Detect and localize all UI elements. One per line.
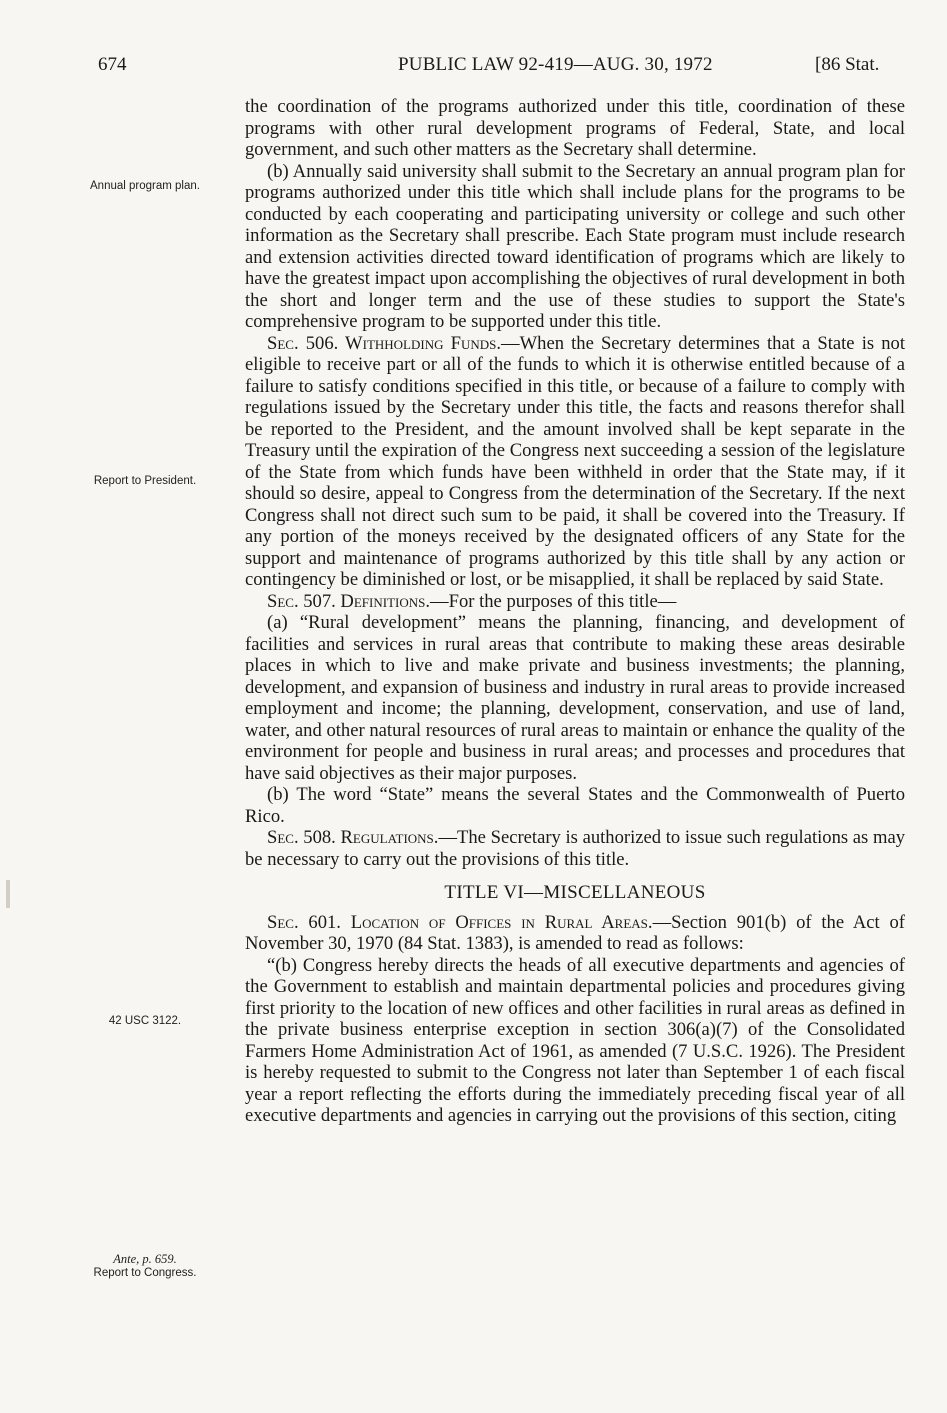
paragraph-601b: “(b) Congress hereby directs the heads of all executive departments and agencies of the Government to establish and maintain departmental policies and procedures giving first priority to the location of new offices and other facilities in rural areas as defined in the private business enterprise exception in section 306(a)(7) of the Consolidated Farmers Home Administration Act of 1961, as amended (7 U.S.C. 1926). The President is hereby requested to submit to the Congress not later than September 1 of each fiscal year a report reflecting the efforts during the immediately preceding fiscal year of all executive departments and agencies in carrying out the provisions of this section, citing (245, 954, 905, 1126)
margin-note-ante: Ante, p. 659. (113, 1252, 177, 1266)
paragraph-continuation: the coordination of the programs authorized under this title, coordination of these programs with other rural development programs of Federal, State, and local government, and such other matters as the Secretary shall determine. (245, 96, 905, 160)
section-508-text: —The Secretary is authorized to issue such regulations as may be necessary to carry out the provisions of this title. (245, 827, 905, 870)
body-text (245, 96, 905, 1127)
paragraph-507b: (b) The word “State” means the several States and the Commonwealth of Puerto Rico. (245, 784, 905, 827)
paragraph-507a: (a) “Rural development” means the planning, financing, and development of facilities and services in rural areas that contribute to making these areas desirable places in which to live and make private and business investments; the planning, development, and expansion of business and industry in rural areas to provide increased employment and income; the planning, development, conservation, and use of land, water, and other natural resources of rural areas to maintain or enhance the quality of the environment for people and business in rural areas; and processes and procedures that have said objectives as their major purposes. (245, 612, 905, 784)
margin-note-annual-program-plan: Annual program plan. (90, 180, 200, 192)
section-601 (245, 912, 905, 955)
statute-volume: [86 Stat. (815, 54, 880, 75)
section-508 (245, 827, 905, 870)
running-title: PUBLIC LAW 92-419—AUG. 30, 1972 (398, 54, 713, 75)
section-601-text: —Section 901(b) of the Act of November 30, 1970 (84 Stat. 1383), is amended to read as follows: (245, 911, 905, 954)
margin-note-report-to-congress: Report to Congress. (93, 1267, 197, 1279)
section-506-heading: Sec. 506. Withholding Funds. (267, 332, 501, 354)
page-number: 674 (98, 54, 127, 75)
section-508-heading: Sec. 508. Regulations. (267, 827, 439, 848)
margin-note-report-to-president: Report to President. (93, 475, 197, 487)
margin-note-usc-reference: 42 USC 3122. (108, 1015, 182, 1027)
section-507-text: —For the purposes of this title— (430, 590, 677, 612)
section-506-text: —When the Secretary determines that a State is not eligible to receive part or all of the funds to which it is otherwise entitled because of a failure to satisfy conditions specified in this title, or because of a failure to comply with regulations issued by the Secretary under this title, the facts and reasons therefor shall be reported to the President, and the amount involved shall be kept separate in the Treasury until the expiration of the Congress next succeeding a session of the legislature of the State from which funds have been withheld in order that the State may, if it should so desire, appeal to Congress from the determination of the Secretary. If the next Congress shall not direct such sum to be paid, it shall be covered into the Treasury. If any portion of the moneys received by the designated officers of any State for the support and maintenance of programs authorized by this title shall by any action or contingency be diminished or lost, or be misapplied, it shall be replaced by said State. (245, 332, 905, 590)
title-vi-heading: TITLE VI—MISCELLANEOUS (444, 882, 706, 903)
scan-artifact (6, 880, 10, 908)
paragraph-505b: (b) Annually said university shall submit to the Secretary an annual program plan for programs authorized under this title which shall include plans for the programs to be conducted by each cooperating and participating university or college and such other information as the Secretary shall prescribe. Each State program must include research and extension activities directed toward identification of programs which are likely to have the greatest impact upon accomplishing the objectives of rural development in both the short and longer term and the use of these studies to support the State's comprehensive program to be supported under this title. (245, 160, 905, 332)
section-507 (245, 591, 905, 613)
section-506 (245, 333, 905, 591)
section-601-heading: Sec. 601. Location of Offices in Rural Areas. (267, 911, 653, 933)
section-507-heading: Sec. 507. Definitions. (267, 590, 431, 612)
margin-note-ante-report-to-congress (85, 1253, 205, 1280)
